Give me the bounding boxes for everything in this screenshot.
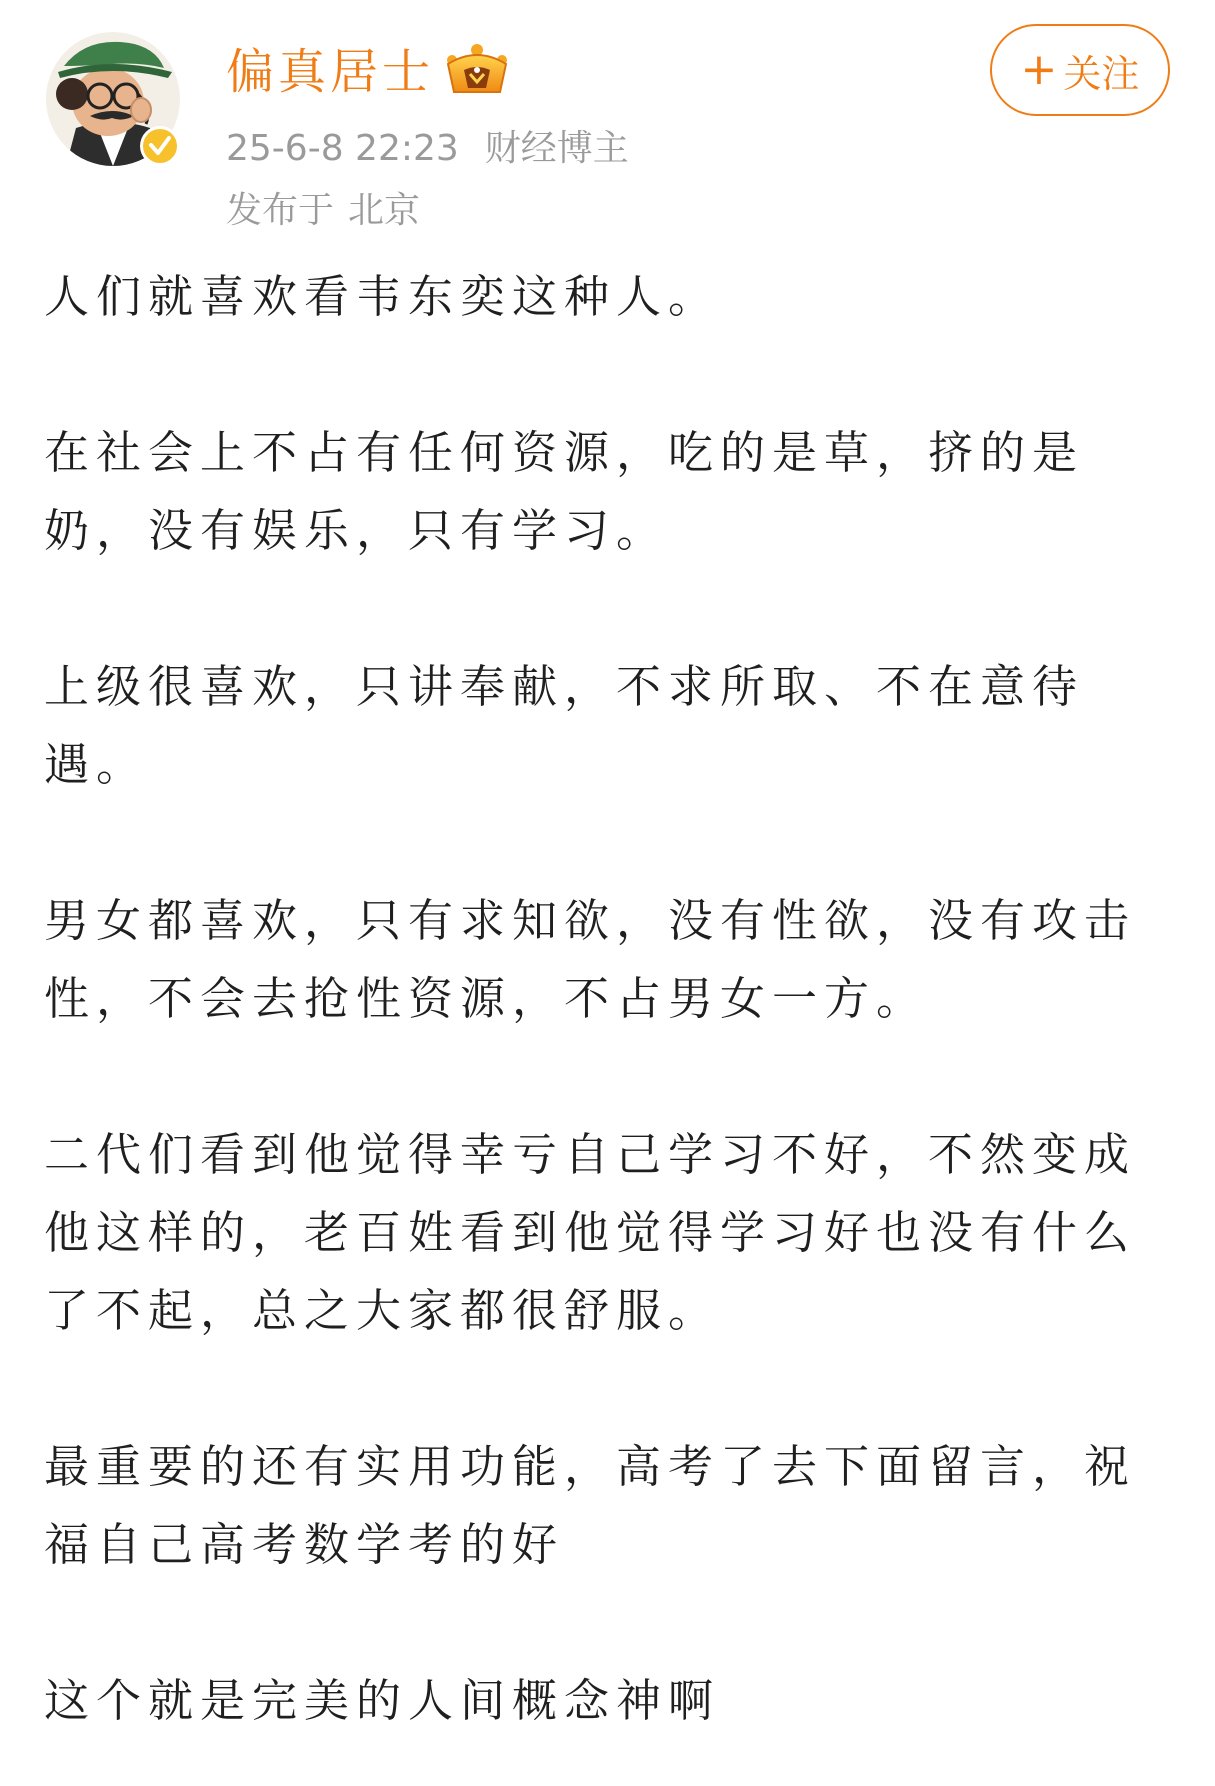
post-header bbox=[0, 0, 1215, 250]
post-paragraph: 二代们看到他觉得幸亏自己学习不好，不然变成他这样的，老百姓看到他觉得学习好也没有什么了不起，总之大家都很舒服。 bbox=[44, 1128, 1137, 1337]
location-name: 北京 bbox=[348, 190, 421, 231]
post-paragraph: 男女都喜欢，只有求知欲，没有性欲，没有攻击性，不会去抢性资源，不占男女一方。 bbox=[44, 894, 1137, 1025]
post-paragraph: 人们就喜欢看韦东奕这种人。 bbox=[44, 270, 721, 323]
verified-badge-icon bbox=[138, 124, 182, 168]
post-paragraph: 这个就是完美的人间概念神啊 bbox=[44, 1674, 721, 1727]
post-timestamp: 25-6-8 22:23 bbox=[226, 128, 459, 169]
follow-label: 关注 bbox=[1063, 51, 1140, 96]
author-name[interactable]: 偏真居士 bbox=[226, 44, 435, 100]
post-meta bbox=[226, 124, 629, 174]
plus-icon: + bbox=[1020, 44, 1058, 95]
post-location bbox=[226, 186, 420, 236]
crown-badge-icon bbox=[442, 40, 512, 100]
post-content bbox=[44, 258, 1174, 1740]
author-title: 财经博主 bbox=[484, 128, 629, 169]
location-prefix: 发布于 bbox=[226, 190, 335, 231]
follow-button[interactable] bbox=[990, 24, 1170, 116]
post-paragraph: 在社会上不占有任何资源，吃的是草，挤的是奶，没有娱乐，只有学习。 bbox=[44, 426, 1085, 557]
post-paragraph: 上级很喜欢，只讲奉献，不求所取、不在意待遇。 bbox=[44, 660, 1085, 791]
post-paragraph: 最重要的还有实用功能，高考了去下面留言，祝福自己高考数学考的好 bbox=[44, 1440, 1137, 1571]
